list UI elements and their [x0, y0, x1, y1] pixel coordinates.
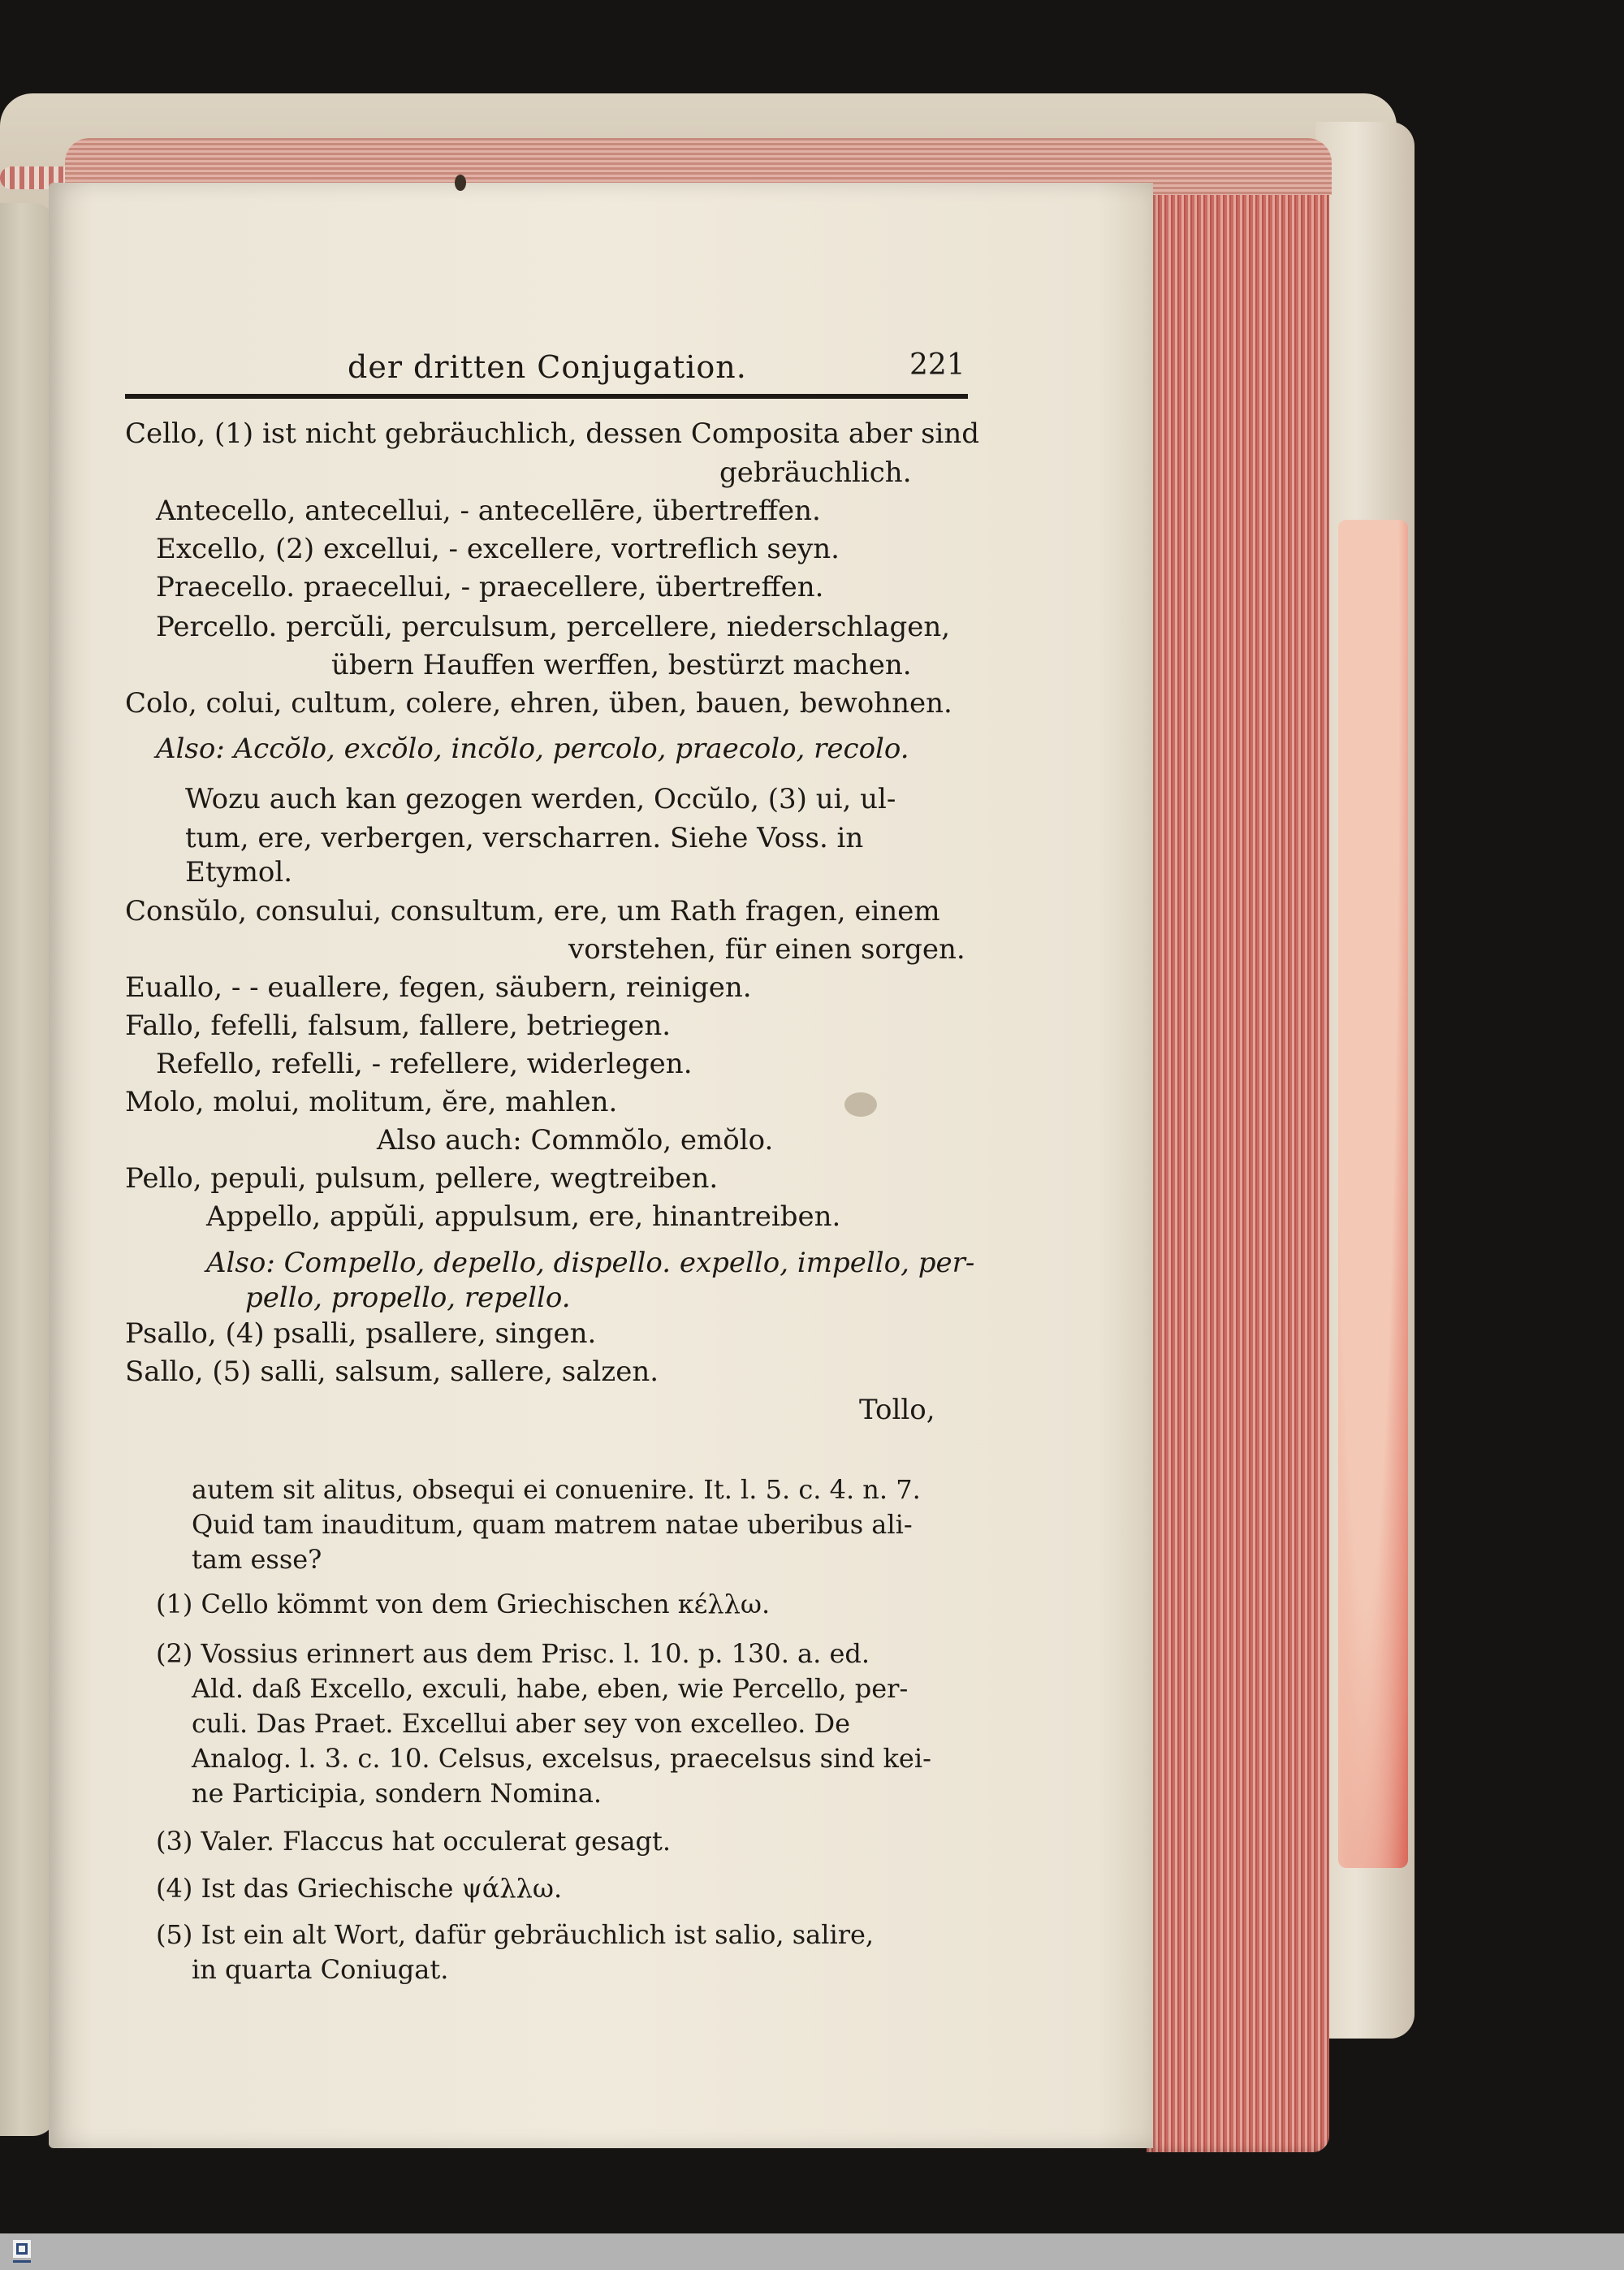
- footnote-line: (1) Cello kömmt von dem Griechischen κέλλω.: [156, 1589, 771, 1619]
- text-line: Appello, appŭli, appulsum, ere, hinantreiben.: [206, 1200, 841, 1233]
- footnote-line: (2) Vossius erinnert aus dem Prisc. l. 10. p. 130. a. ed.: [156, 1638, 870, 1669]
- footnote-line: Ald. daß Excello, exculi, habe, eben, wie Percello, per-: [192, 1673, 909, 1704]
- text-line: Percello. percŭli, perculsum, percellere, niederschlagen,: [156, 611, 951, 643]
- text-line: Fallo, fefelli, falsum, fallere, betriegen.: [125, 1010, 672, 1042]
- footnote-line: Quid tam inauditum, quam matrem natae uberibus ali-: [192, 1509, 913, 1540]
- viewer-footer-bar: [0, 2233, 1624, 2270]
- marbled-endpaper: [1338, 520, 1408, 1868]
- text-line: Colo, colui, cultum, colere, ehren, üben, bauen, bewohnen.: [125, 687, 952, 720]
- footnote-line: autem sit alitus, obsequi ei conuenire. It. l. 5. c. 4. n. 7.: [192, 1474, 921, 1505]
- text-line: Antecello, antecellui, - antecellēre, übertreffen.: [156, 495, 821, 527]
- footnote-line: culi. Das Praet. Excellui aber sey von excelleo. De: [192, 1708, 851, 1739]
- text-line: Also: Accŏlo, excŏlo, incŏlo, percolo, praecolo, recolo.: [156, 733, 909, 765]
- library-logo-icon: [11, 2238, 32, 2264]
- running-title: der dritten Conjugation.: [348, 349, 747, 385]
- text-line: Etymol.: [185, 856, 293, 889]
- catchword: Tollo,: [859, 1394, 935, 1426]
- text-line: pello, propello, repello.: [245, 1282, 571, 1314]
- text-line: vorstehen, für einen sorgen.: [568, 933, 965, 966]
- header-rule: [125, 394, 968, 399]
- text-line: Pello, pepuli, pulsum, pellere, wegtreiben.: [125, 1162, 719, 1195]
- text-line: Euallo, - - euallere, fegen, säubern, reinigen.: [125, 971, 752, 1004]
- footnote-line: Analog. l. 3. c. 10. Celsus, excelsus, praecelsus sind kei-: [192, 1743, 931, 1774]
- ink-speck: [455, 175, 466, 191]
- text-line: tum, ere, verbergen, verscharren. Siehe Voss. in: [185, 822, 864, 854]
- footnote-line: (5) Ist ein alt Wort, dafür gebräuchlich ist salio, salire,: [156, 1919, 875, 1950]
- footnote-line: tam esse?: [192, 1544, 322, 1575]
- text-line: Also: Compello, depello, dispello. expello, impello, per-: [206, 1247, 975, 1279]
- text-line: Praecello. praecellui, - praecellere, übertreffen.: [156, 571, 824, 603]
- text-line: Psallo, (4) psalli, psallere, singen.: [125, 1317, 597, 1350]
- text-line: Sallo, (5) salli, salsum, sallere, salzen.: [125, 1356, 659, 1388]
- text-line: gebräuchlich.: [719, 456, 912, 489]
- text-line: Also auch: Commŏlo, emŏlo.: [377, 1124, 774, 1157]
- page-stain: [844, 1092, 877, 1117]
- footnote-line: in quarta Coniugat.: [192, 1954, 449, 1985]
- text-line: übern Hauffen werffen, bestürzt machen.: [331, 649, 912, 681]
- page-number: 221: [909, 348, 965, 382]
- footnote-line: (3) Valer. Flaccus hat occulerat gesagt.: [156, 1826, 672, 1857]
- text-line: Refello, refelli, - refellere, widerlegen.: [156, 1048, 693, 1080]
- text-line: Excello, (2) excellui, - excellere, vortreflich seyn.: [156, 533, 840, 565]
- footnote-line: ne Participia, sondern Nomina.: [192, 1778, 603, 1809]
- footnote-line: (4) Ist das Griechische ψάλλω.: [156, 1873, 563, 1904]
- text-line: Wozu auch kan gezogen werden, Occŭlo, (3) ui, ul-: [185, 783, 896, 815]
- text-line: Consŭlo, consului, consultum, ere, um Rath fragen, einem: [125, 895, 940, 927]
- text-line: Molo, molui, molitum, ĕre, mahlen.: [125, 1086, 618, 1118]
- red-page-edges: [1147, 166, 1329, 2152]
- text-line: Cello, (1) ist nicht gebräuchlich, dessen Composita aber sind: [125, 417, 980, 450]
